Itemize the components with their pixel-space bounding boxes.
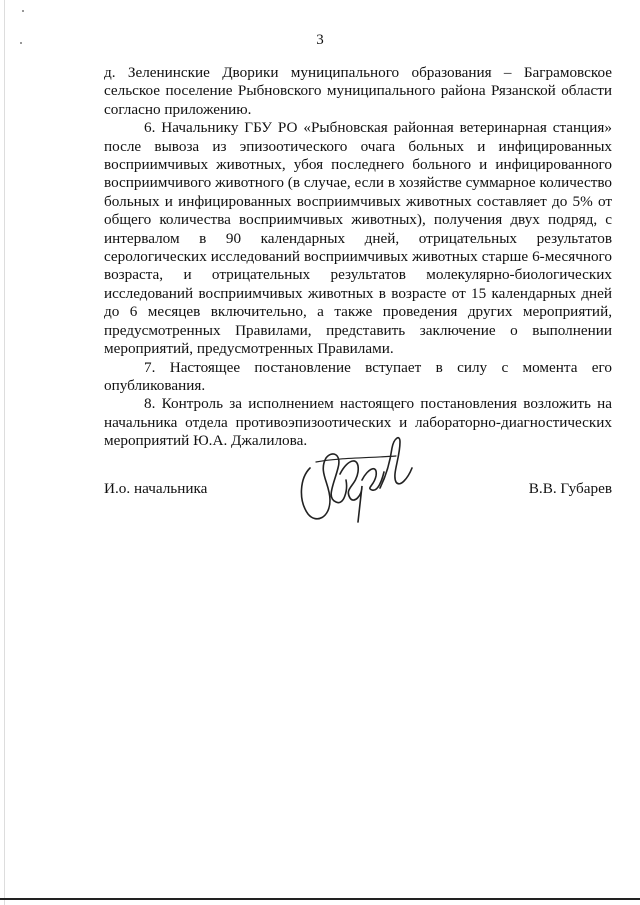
signatory-name: В.В. Губарев — [528, 480, 612, 497]
scan-speck — [22, 10, 24, 12]
scan-edge-line — [4, 0, 5, 905]
handwritten-signature — [296, 428, 416, 528]
paragraph-item-6: 6. Начальнику ГБУ РО «Рыбновская районная ветеринарная станция» после вывоза из эпизоотического очага больных и инфицированных восприимчивых животных, убоя последнего больного и инфицированного восприимчивого животного (в случае, если в хозяйстве суммарное количество больных и инфицированных восприимчивых животных составляет до 5% от общего количества восприимчивых животных), получения двух подряд, с интервалом в 90 календарных дней, отрицательных результатов серологических исследований восприимчивых животных старше 6-месячного возраста, и отрицательных результатов молекулярно-биологических исследований восприимчивых животных в возрасте от 15 календарных дней до 6 месяцев включительно, а также проведения других мероприятий, предусмотренных Правилами, представить заключение о выполнении мероприятий, предусмотренных Правилами. — [104, 119, 612, 358]
paragraph-item-8: 8. Контроль за исполнением настоящего постановления возложить на начальника отдела противоэпизоотических и лабораторно-диагностических мероприятий Ю.А. Джалилова. — [104, 395, 612, 450]
page-number: 3 — [316, 32, 324, 48]
paragraph-item-7: 7. Настоящее постановление вступает в силу с момента его опубликования. — [104, 358, 612, 394]
document-body — [104, 64, 612, 451]
signatory-role: И.о. начальника — [104, 480, 208, 497]
signature-block — [104, 480, 612, 500]
scan-bottom-edge — [0, 898, 640, 900]
paragraph-continuation: д. Зеленинские Дворики муниципального образования – Баграмовское сельское поселение Рыбновского муниципального района Рязанской области согласно приложению. — [104, 64, 612, 118]
